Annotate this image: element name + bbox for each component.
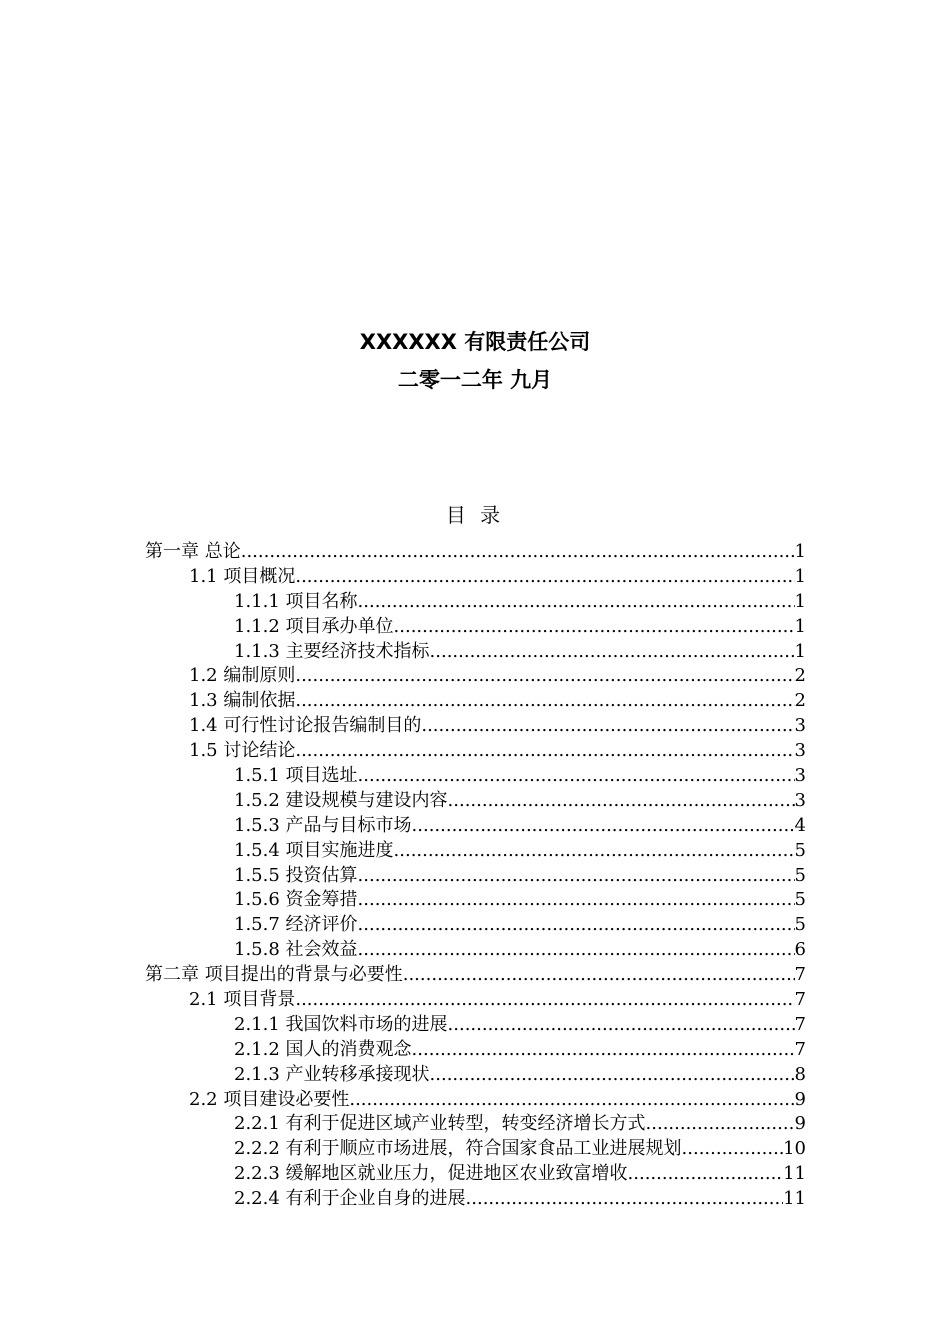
toc-leader-dots xyxy=(358,938,795,963)
toc-entry-label: 2.1 项目背景 xyxy=(189,989,296,1011)
toc-entry-page: 7 xyxy=(794,1038,806,1060)
toc-leader-dots xyxy=(358,864,795,889)
toc-leader-dots xyxy=(394,839,795,864)
toc-entry-page: 1 xyxy=(794,590,806,612)
toc-entry[interactable] xyxy=(145,913,806,938)
toc-entry-label: 1.5.4 项目实施进度 xyxy=(234,839,394,861)
toc-entry-label: 1.5.1 项目选址 xyxy=(234,765,358,787)
toc-entry[interactable] xyxy=(145,540,806,565)
toc-entry-label: 第二章 项目提出的背景与必要性 xyxy=(145,964,403,986)
toc-entry-label: 2.1.1 我国饮料市场的进展 xyxy=(234,1013,448,1035)
toc-entry-label: 2.2.2 有利于顺应市场进展，符合国家食品工业进展规划 xyxy=(234,1138,682,1160)
toc-leader-dots xyxy=(295,988,794,1013)
toc-leader-dots xyxy=(349,1088,794,1113)
toc-entry-page: 1 xyxy=(794,565,806,587)
toc-entry[interactable] xyxy=(145,714,806,739)
toc-entry[interactable] xyxy=(145,590,806,615)
toc-entry-page: 5 xyxy=(794,889,806,911)
toc-entry[interactable] xyxy=(145,1112,806,1137)
toc-leader-dots xyxy=(394,615,795,640)
toc-entry[interactable] xyxy=(145,789,806,814)
toc-entry-label: 1.5.3 产品与目标市场 xyxy=(234,814,412,836)
toc-leader-dots xyxy=(358,888,795,913)
toc-entry-page: 2 xyxy=(794,665,806,687)
toc-entry-label: 1.1.2 项目承办单位 xyxy=(234,615,394,637)
toc-leader-dots xyxy=(421,714,794,739)
toc-entry[interactable] xyxy=(145,640,806,665)
company-name: XXXXXX 有限责任公司 xyxy=(359,330,591,354)
toc-leader-dots xyxy=(403,963,795,988)
toc-entry-page: 5 xyxy=(794,839,806,861)
toc-entry[interactable] xyxy=(145,1063,806,1088)
toc-leader-dots xyxy=(295,565,794,590)
toc-leader-dots xyxy=(430,640,795,665)
toc-entry[interactable] xyxy=(145,689,806,714)
toc-entry-page: 7 xyxy=(794,989,806,1011)
table-of-contents xyxy=(145,540,806,1212)
toc-entry-label: 1.5 讨论结论 xyxy=(189,740,296,762)
toc-entry-label: 1.1 项目概况 xyxy=(189,565,296,587)
toc-entry[interactable] xyxy=(145,1088,806,1113)
toc-entry-page: 8 xyxy=(794,1063,806,1085)
toc-entry-label: 第一章 总论 xyxy=(145,541,241,562)
toc-entry-page: 9 xyxy=(794,1088,806,1110)
toc-leader-dots xyxy=(412,1038,795,1063)
toc-entry-page: 3 xyxy=(794,740,806,762)
toc-entry-page: 11 xyxy=(783,1188,806,1210)
toc-entry-page: 1 xyxy=(794,640,806,662)
toc-entry-page: 4 xyxy=(794,814,806,836)
toc-entry-label: 2.2.1 有利于促进区域产业转型，转变经济增长方式 xyxy=(234,1113,646,1135)
toc-leader-dots xyxy=(358,764,795,789)
toc-entry-label: 1.3 编制依据 xyxy=(189,690,296,712)
toc-entry[interactable] xyxy=(145,988,806,1013)
toc-entry[interactable] xyxy=(145,615,806,640)
toc-entry-page: 3 xyxy=(794,715,806,737)
toc-leader-dots xyxy=(466,1187,784,1212)
report-date: 二零一二年 九月 xyxy=(397,368,553,392)
toc-entry-label: 1.1.3 主要经济技术指标 xyxy=(234,640,430,662)
toc-entry[interactable] xyxy=(145,864,806,889)
toc-title: 目 录 xyxy=(445,503,505,527)
toc-entry[interactable] xyxy=(145,1187,806,1212)
toc-leader-dots xyxy=(412,814,795,839)
toc-entry-page: 9 xyxy=(794,1113,806,1135)
toc-leader-dots xyxy=(358,590,795,615)
toc-leader-dots xyxy=(358,913,795,938)
toc-entry-page: 11 xyxy=(783,1163,806,1185)
toc-entry-page: 2 xyxy=(794,690,806,712)
toc-entry[interactable] xyxy=(145,739,806,764)
toc-entry[interactable] xyxy=(145,938,806,963)
toc-entry[interactable] xyxy=(145,1038,806,1063)
toc-leader-dots xyxy=(448,789,795,814)
toc-entry[interactable] xyxy=(145,963,806,988)
toc-leader-dots xyxy=(682,1137,784,1162)
toc-leader-dots xyxy=(295,739,794,764)
toc-entry[interactable] xyxy=(145,764,806,789)
toc-entry-page: 5 xyxy=(794,914,806,936)
toc-entry-label: 1.1.1 项目名称 xyxy=(234,590,358,612)
toc-entry-page: 1 xyxy=(794,615,806,637)
toc-entry-page: 10 xyxy=(783,1138,806,1160)
toc-entry-label: 1.5.2 建设规模与建设内容 xyxy=(234,789,448,811)
toc-entry-page: 7 xyxy=(794,964,806,986)
toc-entry[interactable] xyxy=(145,839,806,864)
toc-entry-page: 6 xyxy=(794,939,806,961)
toc-entry[interactable] xyxy=(145,814,806,839)
toc-entry[interactable] xyxy=(145,664,806,689)
toc-entry-page: 5 xyxy=(794,864,806,886)
toc-entry-label: 2.2.4 有利于企业自身的进展 xyxy=(234,1188,466,1210)
toc-entry-label: 1.5.5 投资估算 xyxy=(234,864,358,886)
toc-entry-page: 3 xyxy=(794,789,806,811)
toc-entry[interactable] xyxy=(145,565,806,590)
toc-entry-label: 2.2.3 缓解地区就业压力，促进地区农业致富增收 xyxy=(234,1163,628,1185)
toc-entry-label: 2.2 项目建设必要性 xyxy=(189,1088,350,1110)
toc-entry-label: 2.1.2 国人的消费观念 xyxy=(234,1038,412,1060)
toc-entry[interactable] xyxy=(145,888,806,913)
toc-leader-dots xyxy=(295,689,794,714)
toc-entry[interactable] xyxy=(145,1137,806,1162)
toc-entry-page: 7 xyxy=(794,1013,806,1035)
toc-entry-label: 1.5.8 社会效益 xyxy=(234,939,358,961)
toc-leader-dots xyxy=(448,1013,795,1038)
toc-entry[interactable] xyxy=(145,1013,806,1038)
toc-leader-dots xyxy=(241,540,795,565)
toc-entry-label: 1.2 编制原则 xyxy=(189,665,296,687)
toc-leader-dots xyxy=(430,1063,795,1088)
toc-leader-dots xyxy=(295,664,794,689)
toc-leader-dots xyxy=(646,1112,795,1137)
toc-entry-page: 3 xyxy=(794,765,806,787)
toc-leader-dots xyxy=(628,1162,784,1187)
toc-entry-label: 1.4 可行性讨论报告编制目的 xyxy=(189,715,422,737)
toc-entry-label: 2.1.3 产业转移承接现状 xyxy=(234,1063,430,1085)
toc-entry[interactable] xyxy=(145,1162,806,1187)
toc-entry-page: 1 xyxy=(794,541,806,562)
toc-entry-label: 1.5.7 经济评价 xyxy=(234,914,358,936)
toc-entry-label: 1.5.6 资金筹措 xyxy=(234,889,358,911)
